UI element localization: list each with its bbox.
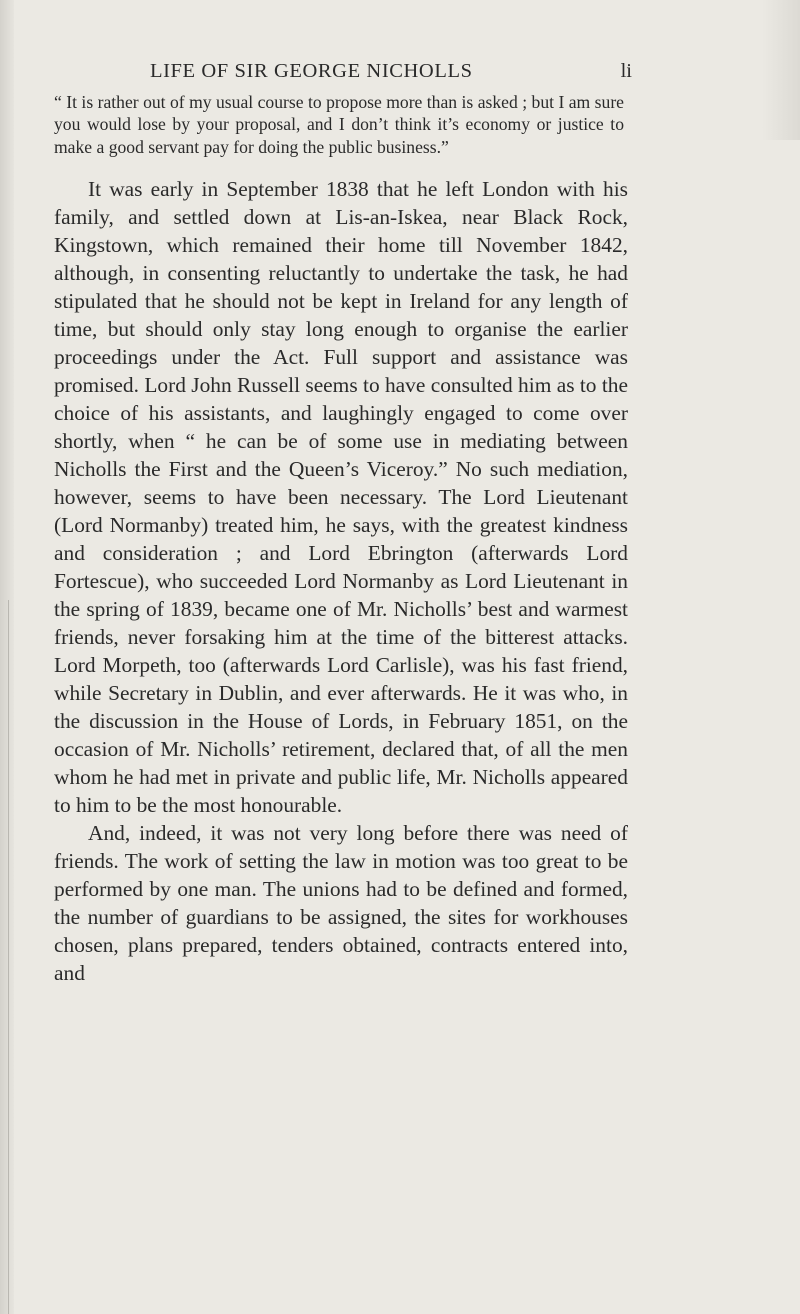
page-edge-line	[8, 600, 9, 1314]
page-number: li	[620, 60, 632, 82]
body-text	[54, 175, 628, 987]
paragraph-september-1838: It was early in September 1838 that he left London with his family, and settled down at Lis-an-Iskea, near Black Rock, Kingstown, which remained their home till November 1842, although, in consenting reluctantly to undertake the task, he had stipulated that he should not be kept in Ireland for any length of time, but should only stay long enough to organise the earlier proceedings under the Act. Full support and assistance was promised. Lord John Russell seems to have consulted him as to the choice of his assistants, and laughingly engaged to come over shortly, when “ he can be of some use in mediating between Nicholls the First and the Queen’s Viceroy.” No such mediation, however, seems to have been necessary. The Lord Lieutenant (Lord Normanby) treated him, he says, with the greatest kindness and consideration ; and Lord Ebrington (afterwards Lord Fortescue), who succeeded Lord Normanby as Lord Lieutenant in the spring of 1839, became one of Mr. Nicholls’ best and warmest friends, never forsaking him at the time of the bitterest attacks. Lord Morpeth, too (afterwards Lord Carlisle), was his fast friend, while Secretary in Dublin, and ever afterwards. He it was who, in the discussion in the House of Lords, in February 1851, on the occasion of Mr. Nicholls’ retirement, declared that, of all the men whom he had met in private and public life, Mr. Nicholls appeared to him to be the most honourable.	[54, 177, 628, 817]
paragraph-need-of-friends: And, indeed, it was not very long before there was need of friends. The work of setting the law in motion was too great to be performed by one man. The unions had to be defined and formed, the number of guardians to be assigned, the sites for workhouses chosen, plans prepared, tenders obtained, contracts entered into, and	[54, 821, 628, 985]
running-title: LIFE OF SIR GEORGE NICHOLLS	[150, 60, 473, 82]
page-gutter-shadow	[0, 0, 14, 1314]
running-head	[110, 60, 630, 90]
quoted-letter: “ It is rather out of my usual course to propose more than is asked ; but I am sure you would lose by your proposal, and I don’t think it’s economy or justice to make a good servant pay for doing the public business.”	[54, 92, 624, 157]
page-corner-shading	[762, 0, 800, 140]
